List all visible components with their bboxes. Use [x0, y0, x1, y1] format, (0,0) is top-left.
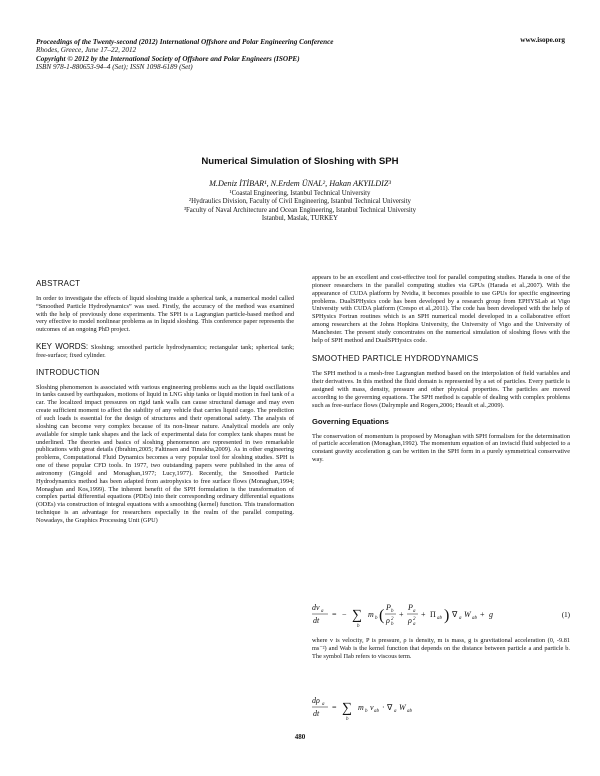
- abstract-text: In order to investigate the effects of liquid sloshing inside a spherical tank, a numerical model called “Smoothed Particle Hydrodynamics” was used. Firstly, the accuracy of the method was examined with the help of previously done experiments. The SPH is a Lagrangian particle-based method and very effective to model nonlinear problems as in liquid sloshing. This conference paper represents the outcomes of an ongoing PhD project.: [36, 294, 294, 334]
- introduction-heading: INTRODUCTION: [36, 367, 100, 377]
- svg-text:∇: ∇: [387, 703, 393, 712]
- affiliation-1: ¹Coastal Engineering, Istanbul Technical University: [229, 190, 371, 197]
- introduction-continuation: appears to be an excellent and cost-effective tool for parallel computing studies. Harada is one of the pioneer researchers in the parallel computing studies via GPUs (Harada et al.,2007). With the appearance of CUDA platform by Nvidia, it becomes possible to use GPUs for specific engineering problems. DualSPHysics code has been developed by a research group from EPHYSLab at Vigo University with CUDA platform (Crespo et al.,2011). The code has been developed with the help of SPHysics Fortran routines which is an SPH numerical model developed in a collaborative effort among researchers at the Johns Hopkins University, the University of Vigo and the University of Manchester. The present study concentrates on the numerical simulation of sloshing flows with the help of SPH method and DualSPHysics code.: [312, 274, 570, 344]
- svg-text:=: =: [332, 703, 337, 712]
- svg-text:dt: dt: [313, 709, 320, 718]
- svg-text:a: a: [321, 609, 324, 614]
- keywords: [36, 343, 294, 360]
- svg-text:ab: ab: [437, 616, 442, 621]
- svg-text:+: +: [480, 610, 485, 619]
- svg-text:·: ·: [382, 703, 385, 712]
- svg-text:ab: ab: [374, 709, 379, 714]
- momentum-equation: [312, 596, 570, 630]
- governing-after-text-block: [312, 637, 570, 667]
- keywords-label: KEY WORDS:: [36, 342, 89, 352]
- svg-text:Π: Π: [430, 610, 436, 619]
- svg-text:W: W: [399, 703, 406, 712]
- author-list: M.Deniz İTİBAR¹, N.Erdem ÜNAL², Hakan AKYILDIZ³: [209, 179, 391, 188]
- svg-text:∑: ∑: [352, 608, 362, 623]
- svg-text:g: g: [489, 610, 493, 619]
- svg-text:+: +: [399, 610, 404, 619]
- eq-dva: dv: [312, 603, 320, 612]
- svg-text:dρ: dρ: [312, 696, 320, 705]
- svg-text:−: −: [342, 610, 347, 619]
- svg-text:(: (: [379, 607, 385, 624]
- svg-text:ab: ab: [472, 616, 477, 621]
- affiliation-2: ²Hydraulics Division, Faculty of Civil Engineering, Istanbul Technical University: [189, 198, 411, 206]
- sph-heading: SMOOTHED PARTICLE HYDRODYNAMICS: [312, 353, 479, 363]
- svg-text:b: b: [365, 709, 368, 714]
- svg-text:a: a: [322, 702, 325, 707]
- svg-text:P: P: [386, 603, 391, 612]
- affiliation-3: ³Faculty of Naval Architecture and Ocean Engineering, Istanbul Technical University: [183, 206, 417, 214]
- svg-text:m: m: [358, 703, 364, 712]
- svg-text:b: b: [375, 616, 378, 621]
- equation-number: (1): [561, 611, 570, 619]
- svg-text:a: a: [459, 616, 462, 621]
- svg-text:): ): [444, 607, 450, 624]
- header-line-1: Proceedings of the Twenty-second (2012) International Offshore and Polar Engineering Conference: [36, 38, 334, 46]
- right-column: [312, 274, 570, 470]
- header-line-2: Rhodes, Greece, June 17–22, 2012: [36, 46, 137, 55]
- svg-text:a: a: [413, 622, 416, 627]
- governing-equations-heading: Governing Equations: [312, 416, 389, 426]
- svg-text:v: v: [370, 703, 374, 712]
- svg-text:+: +: [421, 610, 426, 619]
- svg-text:P: P: [408, 603, 413, 612]
- keywords-text: Sloshing; smoothed particle hydrodynamics; rectangular tank; spherical tank; free-surface; fixed cylinder.: [36, 344, 294, 359]
- affiliation-location: Istanbul, Maslak, TURKEY: [261, 214, 339, 222]
- svg-text:2: 2: [413, 617, 416, 622]
- svg-text:ρ: ρ: [386, 616, 390, 625]
- continuity-equation-partial: [312, 691, 570, 721]
- governing-text: The conservation of momentum is proposed by Monaghan with SPH formalism for the determination of particle acceleration (Monaghan,1992). The momentum equation of an inviscid fluid subjected to a constant gravity acceleration g can be written in the SPH form in a purely symmetrical conservative way.: [312, 432, 570, 464]
- svg-text:W: W: [464, 610, 471, 619]
- svg-text:∇: ∇: [452, 610, 458, 619]
- svg-text:b: b: [391, 609, 394, 614]
- svg-text:m: m: [368, 610, 374, 619]
- governing-after-text: where v is velocity, P is pressure, ρ is density, m is mass, g is gravitational acceleration (0, -9.81 ms⁻²) and Wab is the kernel function that depends on the distance between particle a and particle b. The symbol Πab refers to viscous term.: [312, 637, 570, 660]
- abstract-heading: ABSTRACT: [36, 279, 81, 288]
- svg-text:dt: dt: [313, 616, 320, 625]
- svg-text:ρ: ρ: [408, 616, 412, 625]
- left-column: [36, 280, 294, 531]
- sph-text: The SPH method is a mesh-free Lagrangian method based on the interpolation of field variables and their derivatives. In this method the fluid domain is represented by a set of particles. Every particle is assigned with mass, density, pressure and other physical properties. The particles are moved according to the governing equations. The SPH method is capable of dealing with complex problems such as free-surface flows (Dalrymple and Rogers,2006; Heault et al.,2009).: [312, 370, 570, 409]
- header-line-3: Copyright © 2012 by the International Society of Offshore and Polar Engineers (ISOPE): [36, 54, 300, 63]
- proceedings-header: [36, 38, 476, 72]
- affiliations: [0, 190, 600, 223]
- svg-text:=: =: [332, 610, 337, 619]
- introduction-text: Sloshing phenomenon is associated with various engineering problems such as the liquid oscillations in tanks caused by earthquakes, motions of liquid in LNG ship tanks or liquid motion in fuel tank of a car. The localized impact pressures on rigid tank walls can cause structural damage and may even create sufficient moment to affect the stability of any vehicle that carries liquid cargo. The prediction of such loads is essential for the design of structures and their operational safety. The analysis of sloshing can become very complex because of its non-linear nature. Analytical models are only available for simple tank shapes and the lack of experimental data for complex tank shapes must be underlined. The theories and basics of sloshing phenomenon are represented in two remarkable publications with great details (Ibrahim,2005; Faltinsen and Timokha,2009). As in other engineering problems, Computational Fluid Dynamics becomes a very popular tool for sloshing studies. SPH is one of these popular CFD tools. In 1977, two outstanding papers were published in the area of astronomy (Gingold and Monaghan,1977; Lucy,1977). Recently, the Smoothed Particle Hydrodynamics method has been adapted from astrophysics to free surface flows (Monaghan,1994; Monaghan and Kos,1999). The inherent benefit of the SPH formulation is the transformation of complex partial differential equations (PDEs) into their corresponding ordinary differential equations (ODEs) via construction of integral equations with a smoothing (kernel) function. This transformation technique is an advantage for researchers especially in the realm of the parallel computing. Nowadays, the Graphics Processing Unit (GPU): [36, 383, 294, 524]
- svg-text:b: b: [346, 717, 349, 721]
- svg-text:a: a: [413, 609, 416, 614]
- paper-title: Numerical Simulation of Sloshing with SPH: [201, 156, 399, 167]
- header-line-4: ISBN 978-1-880653-94–4 (Set); ISSN 1098-6189 (Set): [36, 63, 193, 72]
- svg-text:∑: ∑: [342, 701, 352, 716]
- svg-text:a: a: [394, 709, 397, 714]
- svg-text:b: b: [357, 624, 360, 629]
- website-link[interactable]: www.isope.org: [520, 36, 565, 44]
- page-number: 480: [294, 733, 306, 741]
- svg-text:2: 2: [391, 617, 394, 622]
- svg-text:ab: ab: [407, 709, 412, 714]
- svg-text:b: b: [391, 622, 394, 627]
